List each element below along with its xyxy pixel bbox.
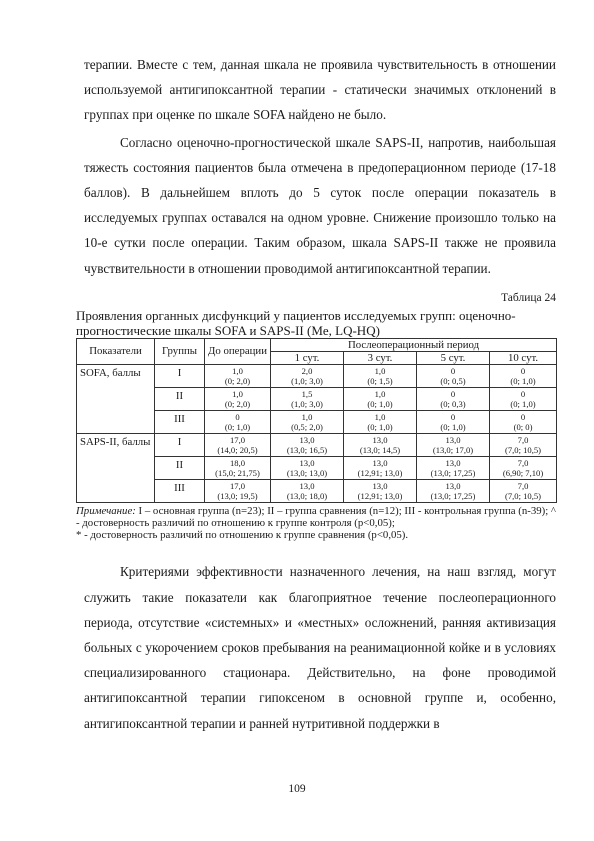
- median-value: 13,0: [299, 434, 315, 445]
- value-cell: [271, 410, 344, 433]
- value-cell: [490, 433, 557, 456]
- indicator-cell: SAPS-II, баллы: [77, 433, 155, 502]
- iqr-value: (0; 1,0): [440, 421, 466, 432]
- value-cell: [344, 364, 417, 387]
- header-indicators: Показатели: [77, 338, 155, 364]
- value-cell: [271, 456, 344, 479]
- document-page: [76, 52, 556, 736]
- note-line-1: I – основная группа (n=23); II – группа сравнения (n=12); III - контрольная группа (n-39); ^ - достоверность различий по отношению к группе контроля (p<0,05);: [76, 504, 556, 530]
- iqr-value: (13,0; 17,25): [430, 467, 476, 478]
- table-row: [77, 433, 557, 456]
- header-day-1: 1 сут.: [271, 351, 344, 364]
- median-value: 1,0: [374, 365, 386, 376]
- value-cell: [271, 364, 344, 387]
- value-cell: [490, 479, 557, 502]
- value-cell: [205, 364, 271, 387]
- median-value: 0: [520, 388, 526, 399]
- paragraph-2: Согласно оценочно-прогностической шкале SAPS-II, напротив, наибольшая тяжесть состояния пациентов была отмечена в предоперационном периоде (17-18 баллов). В дальнейшем вплоть до 5 суток после операции показатель в исследуемых группах оставался на одном уровне. Снижение произошло только на 10-е сутки после операции. Таким образом, шкала SAPS-II также не проявила чувствительности в отношении проводимой антигипоксантной терапии.: [84, 134, 556, 276]
- iqr-value: (0; 0,3): [440, 398, 466, 409]
- median-value: 13,0: [445, 457, 461, 468]
- median-value: 0: [450, 365, 456, 376]
- iqr-value: (0,5; 2,0): [291, 421, 323, 432]
- iqr-value: (0; 1,0): [367, 398, 393, 409]
- iqr-value: (0; 0): [513, 421, 533, 432]
- value-cell: [344, 456, 417, 479]
- iqr-value: (6,90; 7,10): [502, 467, 544, 478]
- iqr-value: (12,91; 13,0): [357, 467, 403, 478]
- iqr-value: (13,0; 16,5): [286, 444, 328, 455]
- table-number: Таблица 24: [501, 291, 556, 304]
- median-value: 13,0: [372, 434, 388, 445]
- header-groups: Группы: [155, 338, 205, 364]
- value-cell: [344, 479, 417, 502]
- value-cell: [205, 387, 271, 410]
- median-value: 13,0: [299, 480, 315, 491]
- iqr-value: (13,0; 13,0): [286, 467, 328, 478]
- iqr-value: (1,0; 3,0): [291, 398, 323, 409]
- value-cell: [490, 410, 557, 433]
- median-value: 0: [520, 411, 526, 422]
- group-cell: I: [155, 433, 205, 456]
- paragraph-3: Критериями эффективности назначенного лечения, на наш взгляд, могут служить такие показатели как благоприятное течение послеоперационного периода, отсутствие «системных» и «местных» осложнений, ранняя активизация больных с укорочением сроков пребывания на реанимационной койке и в условиях специализированного стационара. Действительно, на фоне проводимой антигипоксантной терапии гипоксеном в основной группе и, особенно, антигипоксантной терапии и ранней нутритивной поддержки в: [84, 564, 556, 731]
- median-value: 7,0: [517, 480, 529, 491]
- group-cell: I: [155, 364, 205, 387]
- group-cell: III: [155, 410, 205, 433]
- median-value: 7,0: [517, 457, 529, 468]
- iqr-value: (12,91; 13,0): [357, 490, 403, 501]
- median-value: 1,0: [301, 411, 313, 422]
- note-line-2: * - достоверность различий по отношению к группе сравнения (p<0,05).: [76, 529, 409, 542]
- group-cell: II: [155, 387, 205, 410]
- median-value: 1,0: [374, 411, 386, 422]
- iqr-value: (0; 1,0): [367, 421, 393, 432]
- table-note: [76, 505, 556, 542]
- table-body: [77, 364, 557, 502]
- header-preop: До операции: [205, 338, 271, 364]
- value-cell: [417, 387, 490, 410]
- value-cell: [344, 433, 417, 456]
- median-value: 0: [450, 411, 456, 422]
- iqr-value: (7,0; 10,5): [505, 444, 542, 455]
- iqr-value: (0; 1,0): [510, 398, 536, 409]
- median-value: 18,0: [229, 457, 246, 468]
- value-cell: [271, 479, 344, 502]
- median-value: 13,0: [299, 457, 315, 468]
- median-value: 0: [520, 365, 526, 376]
- iqr-value: (13,0; 18,0): [286, 490, 328, 501]
- indicator-cell: SOFA, баллы: [77, 364, 155, 433]
- median-value: 1,0: [232, 365, 243, 376]
- page-number: 109: [288, 783, 306, 795]
- median-value: 13,0: [445, 480, 461, 491]
- iqr-value: (0; 1,0): [510, 375, 536, 386]
- median-value: 2,0: [301, 365, 313, 376]
- value-cell: [490, 387, 557, 410]
- iqr-value: (0; 2,0): [224, 375, 251, 386]
- header-day-10: 10 сут.: [490, 351, 557, 364]
- value-cell: [205, 479, 271, 502]
- value-cell: [417, 479, 490, 502]
- iqr-value: (13,0; 17,0): [432, 444, 474, 455]
- median-value: 1,0: [374, 388, 386, 399]
- value-cell: [417, 410, 490, 433]
- median-value: 0: [235, 411, 240, 422]
- group-cell: II: [155, 456, 205, 479]
- value-cell: [205, 456, 271, 479]
- note-label: Примечание:: [76, 504, 136, 517]
- value-cell: [490, 456, 557, 479]
- header-postop: Послеоперационный период: [271, 338, 557, 351]
- value-cell: [490, 364, 557, 387]
- value-cell: [417, 456, 490, 479]
- median-value: 0: [450, 388, 456, 399]
- table-caption: Проявления органных дисфункций у пациентов исследуемых групп: оценочно-прогностические шкалы SOFA и SAPS-II (Me, LQ-HQ): [76, 307, 516, 338]
- paragraph-1: терапии. Вместе с тем, данная шкала не проявила чувствительность в отношении используемой антигипоксантной терапии - статически значимых отклонений в группах при оценке по шкале SOFA найдено не было.: [84, 57, 556, 123]
- value-cell: [417, 433, 490, 456]
- median-value: 17,0: [229, 434, 246, 445]
- median-value: 7,0: [517, 434, 529, 445]
- header-day-5: 5 сут.: [417, 351, 490, 364]
- table-row: [77, 364, 557, 387]
- iqr-value: (0; 2,0): [224, 398, 251, 409]
- value-cell: [205, 433, 271, 456]
- value-cell: [344, 387, 417, 410]
- iqr-value: (0; 1,5): [367, 375, 393, 386]
- median-value: 1,0: [232, 388, 243, 399]
- iqr-value: (15,0; 21,75): [215, 467, 260, 478]
- iqr-value: (0; 0,5): [440, 375, 466, 386]
- median-value: 17,0: [229, 480, 246, 491]
- iqr-value: (13,0; 14,5): [359, 444, 401, 455]
- iqr-value: (7,0; 10,5): [505, 490, 542, 501]
- value-cell: [271, 433, 344, 456]
- iqr-value: (14,0; 20,5): [217, 444, 258, 455]
- median-value: 13,0: [445, 434, 461, 445]
- value-cell: [417, 364, 490, 387]
- iqr-value: (13,0; 19,5): [217, 490, 258, 501]
- group-cell: III: [155, 479, 205, 502]
- iqr-value: (0; 1,0): [224, 421, 251, 432]
- median-value: 1,5: [301, 388, 313, 399]
- value-cell: [271, 387, 344, 410]
- value-cell: [205, 410, 271, 433]
- data-table: [76, 338, 557, 503]
- median-value: 13,0: [372, 480, 388, 491]
- iqr-value: (1,0; 3,0): [291, 375, 323, 386]
- median-value: 13,0: [372, 457, 388, 468]
- header-day-3: 3 сут.: [344, 351, 417, 364]
- value-cell: [344, 410, 417, 433]
- iqr-value: (13,0; 17,25): [430, 490, 476, 501]
